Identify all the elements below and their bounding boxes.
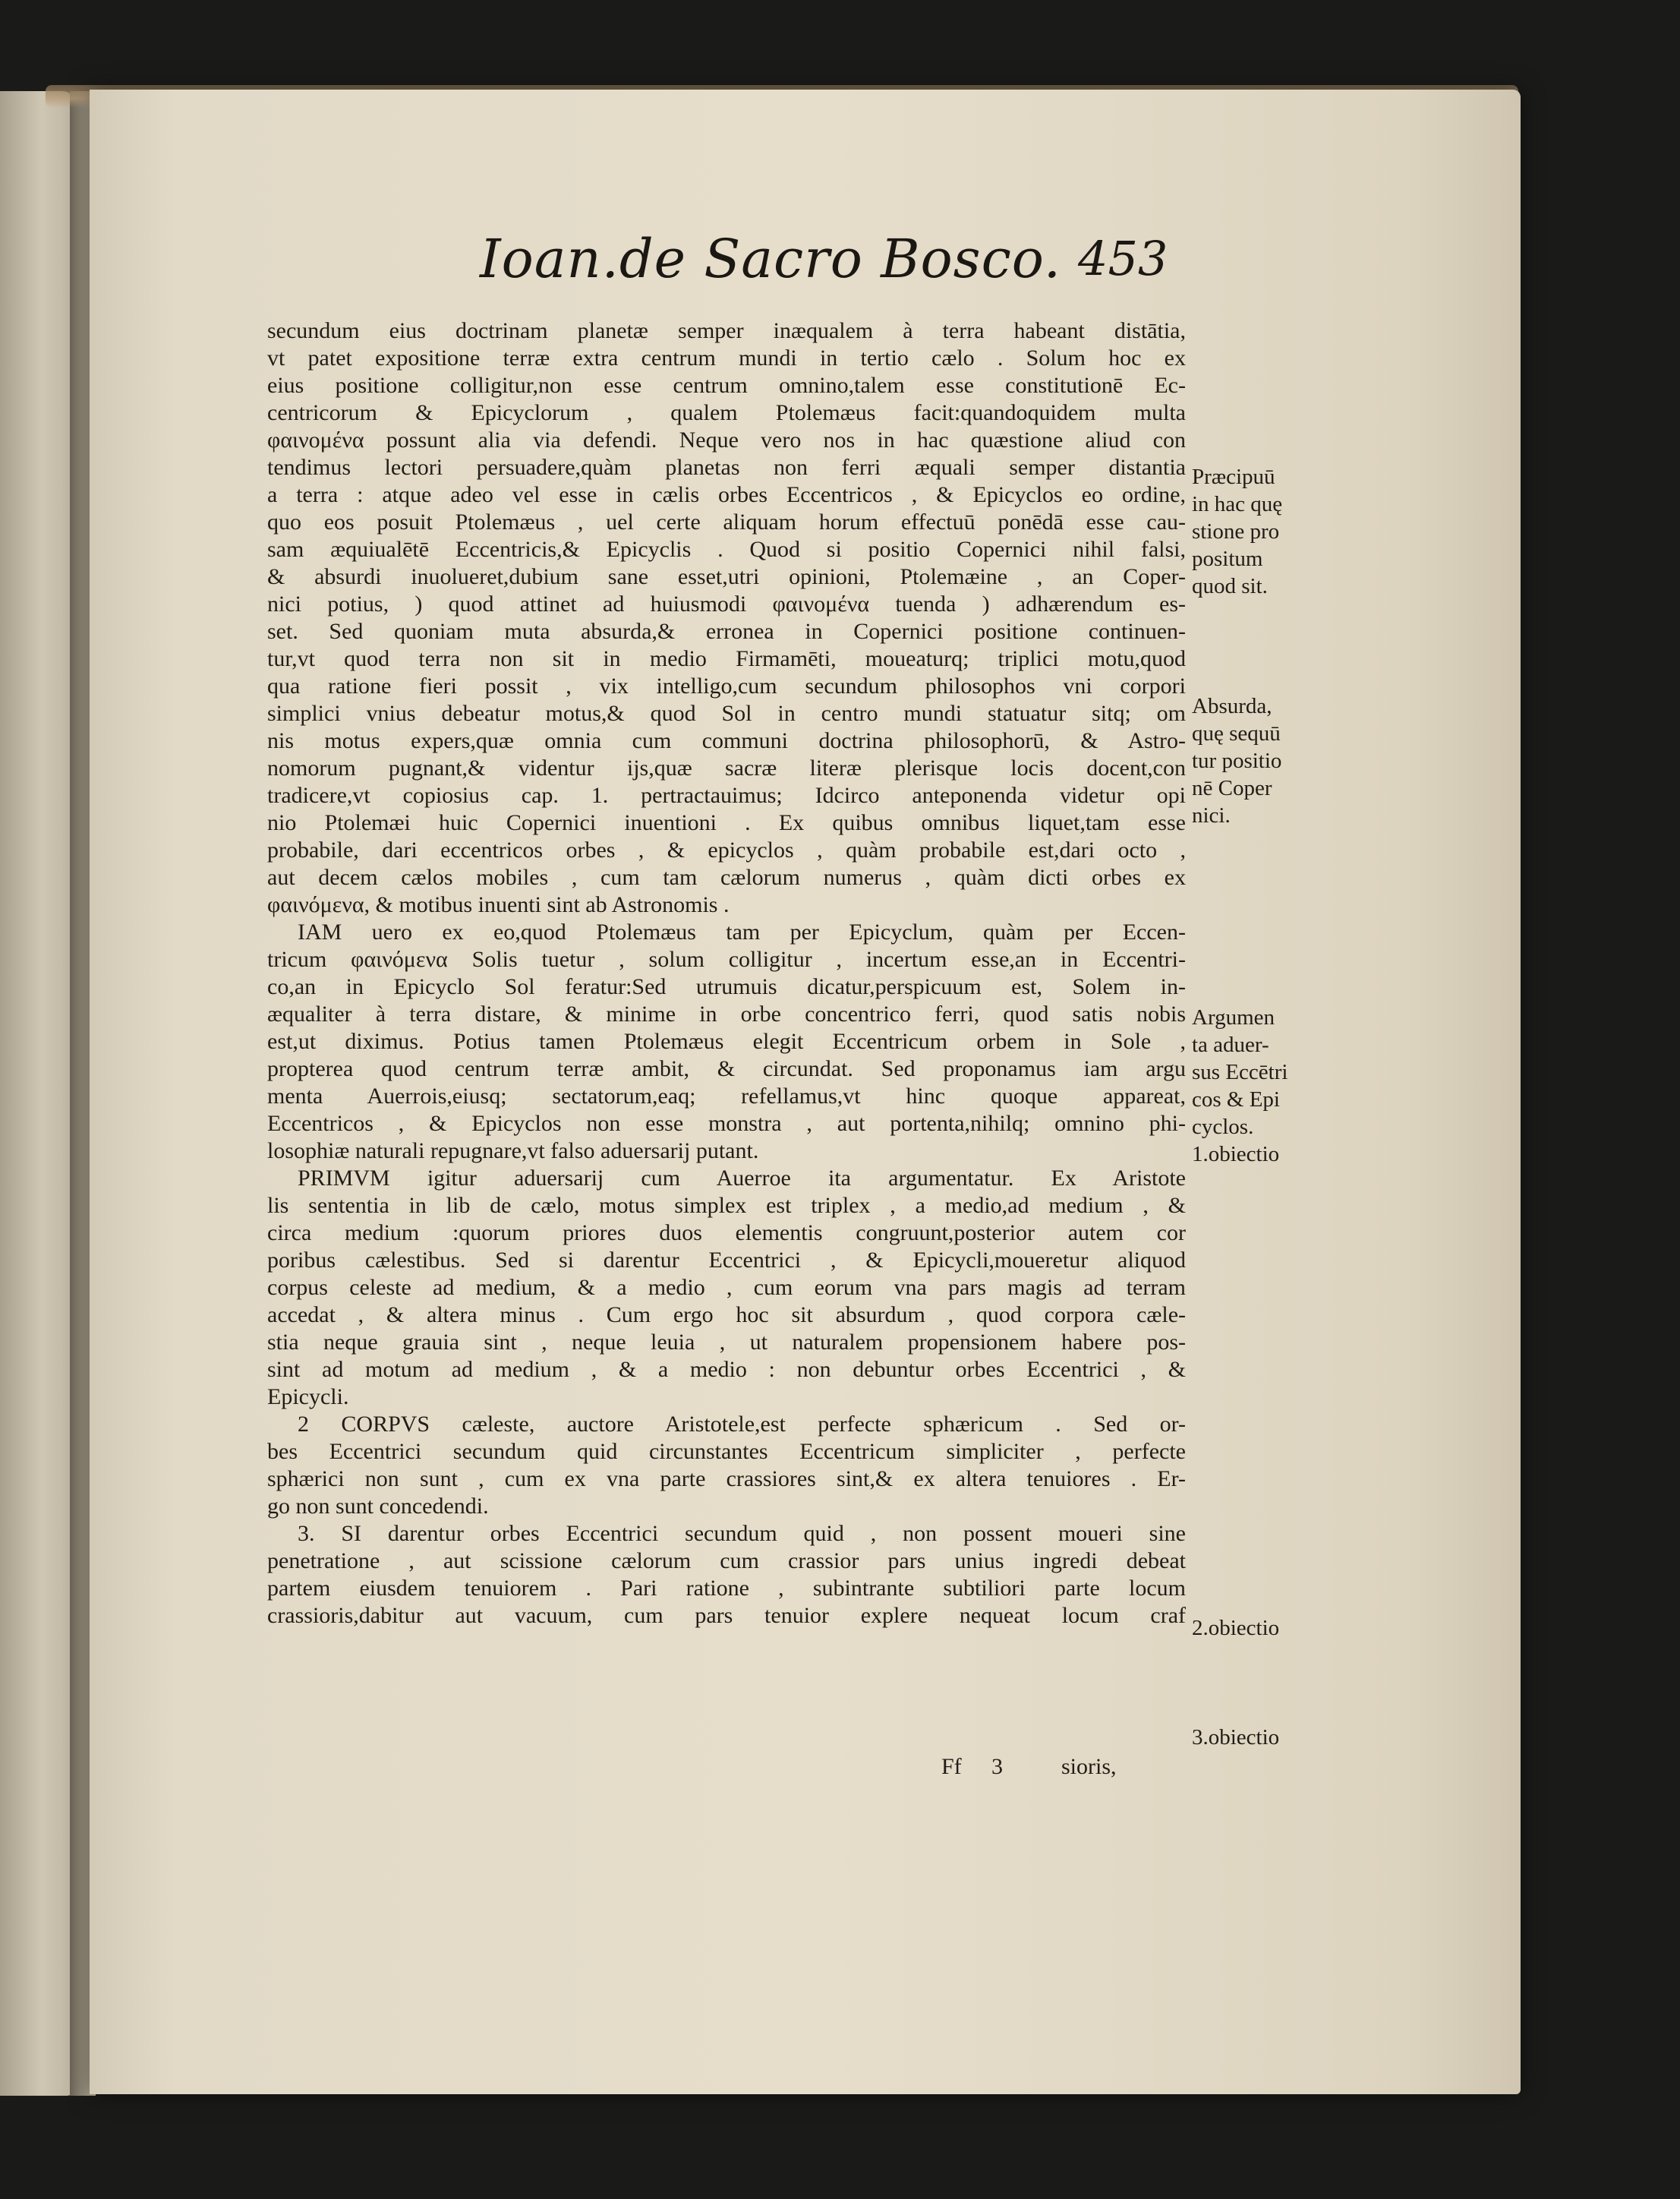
text-line: probabile, dari eccentricos orbes , & epicyclos , quàm probabile est,dari octo , xyxy=(267,838,1186,863)
text-line: simplici vnius debeatur motus,& quod Sol in centro mundi statuatur sitq; om xyxy=(267,701,1186,726)
text-line: tradicere,vt copiosius cap. 1. pertractauimus; Idcirco anteponenda videtur opi xyxy=(267,783,1186,808)
running-head-title: Ioan.de Sacro Bosco. xyxy=(480,228,1061,290)
text-line: 2 CORPVS cæleste, auctore Aristotele,est perfecte sphæricum . Sed or- xyxy=(298,1412,1186,1437)
margin-note-line: positum xyxy=(1192,547,1263,571)
page-number: 453 xyxy=(1078,231,1168,286)
text-line: sphærici non sunt , cum ex vna parte crassiores sint,& ex altera tenuiores . Er- xyxy=(267,1466,1186,1491)
text-line: secundum eius doctrinam planetæ semper inæqualem à terra habeant distātia, xyxy=(267,318,1186,343)
text-line: IAM uero ex eo,quod Ptolemæus tam per Epicyclum, quàm per Eccen- xyxy=(298,920,1186,945)
text-line: set. Sed quoniam muta absurda,& erronea in Copernici positione continuen- xyxy=(267,619,1186,644)
margin-note-line: nē Coper xyxy=(1192,776,1272,800)
text-line: a terra : atque adeo vel esse in cælis orbes Eccentricos , & Epicyclos eo ordine, xyxy=(267,482,1186,507)
margin-note-line: cyclos. xyxy=(1192,1115,1254,1139)
catchword: sioris, xyxy=(1061,1754,1117,1779)
text-line: eius positione colligitur,non esse centrum omnino,talem esse constitutionē Ec- xyxy=(267,373,1186,398)
margin-note-arguments xyxy=(1192,1004,1325,1168)
text-line: φαινόμενα, & motibus inuenti sint ab Astronomis . xyxy=(267,892,730,917)
margin-note-principal-question xyxy=(1192,463,1325,600)
margin-note-line: quę sequū xyxy=(1192,721,1281,746)
text-line: æqualiter à terra distare, & minime in orbe concentrico ferri, quod satis nobis xyxy=(267,1002,1186,1027)
text-line: stia neque grauia sint , neque leuia , ut naturalem propensionem habere pos- xyxy=(267,1330,1186,1355)
text-line: lis sententia in lib de cælo, motus simplex est triplex , a medio,ad medium , & xyxy=(267,1193,1186,1218)
margin-note-line: 3.obiectio xyxy=(1192,1725,1280,1749)
text-line: quo eos posuit Ptolemæus , uel certe aliquam horum effectuū ponēdā esse cau- xyxy=(267,510,1186,535)
text-line: aut decem cælos mobiles , cum tam cælorum numerus , quàm dicti orbes ex xyxy=(267,865,1186,890)
text-line: tricum φαινόμενα Solis tuetur , solum colligitur , incertum esse,an in Eccentri- xyxy=(267,947,1186,972)
text-line: nis motus expers,quæ omnia cum communi doctrina philosophorū, & Astro- xyxy=(267,728,1186,753)
margin-note-absurdities xyxy=(1192,693,1325,829)
text-line: accedat , & altera minus . Cum ergo hoc sit absurdum , quod corpora cæle- xyxy=(267,1302,1186,1327)
body-text xyxy=(267,317,1186,1630)
text-line: & absurdi inuolueret,dubium sane esset,utri opinioni, Ptolemæine , an Coper- xyxy=(267,564,1186,589)
margin-note-line: ta aduer- xyxy=(1192,1033,1269,1057)
text-line: crassioris,dabitur aut vacuum, cum pars tenuior explere nequeat locum craf xyxy=(267,1603,1186,1628)
margin-note-line: stione pro xyxy=(1192,519,1280,544)
margin-note-line: quod sit. xyxy=(1192,574,1268,598)
margin-note-line: tur positio xyxy=(1192,749,1282,773)
text-line: poribus cælestibus. Sed si darentur Eccentrici , & Epicycli,moueretur aliquod xyxy=(267,1248,1186,1273)
text-line: tendimus lectori persuadere,quàm planetas non ferri æquali semper distantia xyxy=(267,455,1186,480)
text-line: Epicycli. xyxy=(267,1384,349,1409)
margin-note-objection-3 xyxy=(1192,1724,1325,1751)
margin-note-line: Absurda, xyxy=(1192,694,1272,718)
margin-note-line: cos & Epi xyxy=(1192,1087,1280,1112)
text-line: nici potius, ) quod attinet ad huiusmodi φαινομένα tuenda ) adhærendum es- xyxy=(267,592,1186,617)
text-line: est,ut diximus. Potius tamen Ptolemæus elegit Eccentricum orbem in Sole , xyxy=(267,1029,1186,1054)
text-line: corpus celeste ad medium, & a medio , cum eorum vna pars magis ad terram xyxy=(267,1275,1186,1300)
text-line: circa medium :quorum priores duos elementis congruunt,posterior autem cor xyxy=(267,1220,1186,1245)
margin-note-line: in hac quę xyxy=(1192,492,1283,516)
text-line: PRIMVM igitur aduersarij cum Auerroe ita argumentatur. Ex Aristote xyxy=(298,1166,1186,1191)
text-line: go non sunt concedendi. xyxy=(267,1494,489,1519)
margin-note-line: nici. xyxy=(1192,803,1231,828)
margin-note-line: sus Eccētri xyxy=(1192,1060,1288,1084)
margin-note-objection-2 xyxy=(1192,1614,1325,1642)
text-line: sint ad motum ad medium , & a medio : non debuntur orbes Eccentrici , & xyxy=(267,1357,1186,1382)
text-line: centricorum & Epicyclorum , qualem Ptolemæus facit:quandoquidem multa xyxy=(267,400,1186,425)
text-line: penetratione , aut scissione cælorum cum crassior pars unius ingredi debeat xyxy=(267,1548,1186,1573)
signature-mark: Ff xyxy=(941,1754,962,1779)
text-line: nomorum pugnant,& videntur ijs,quæ sacræ literæ plerisque locis docent,con xyxy=(267,756,1186,781)
margin-note-line: 1.obiectio xyxy=(1192,1142,1280,1166)
text-line: losophiæ naturali repugnare,vt falso aduersarij putant. xyxy=(267,1138,759,1163)
text-line: bes Eccentrici secundum quid circunstantes Eccentricum simpliciter , perfecte xyxy=(267,1439,1186,1464)
text-line: menta Auerrois,eiusq; sectatorum,eaq; refellamus,vt hinc quoque appareat, xyxy=(267,1084,1186,1109)
text-line: Eccentricos , & Epicyclos non esse monstra , aut portenta,nihilq; omnino phi- xyxy=(267,1111,1186,1136)
margin-note-line: 2.obiectio xyxy=(1192,1616,1280,1640)
text-line: nio Ptolemæi huic Copernici inuentioni . Ex quibus omnibus liquet,tam esse xyxy=(267,810,1186,835)
text-line: tur,vt quod terra non sit in medio Firmamēti, moueaturq; triplici motu,quod xyxy=(267,646,1186,671)
signature-number: 3 xyxy=(991,1754,1003,1779)
text-line: partem eiusdem tenuiorem . Pari ratione , subintrante subtiliori parte locum xyxy=(267,1576,1186,1601)
text-line: sam æquiualētē Eccentricis,& Epicyclis . Quod si positio Copernici nihil falsi, xyxy=(267,537,1186,562)
text-line: propterea quod centrum terræ ambit, & circundat. Sed proponamus iam argu xyxy=(267,1056,1186,1081)
previous-page-edge xyxy=(0,91,76,2096)
text-line: φαινομένα possunt alia via defendi. Neque vero nos in hac quæstione aliud con xyxy=(267,427,1186,453)
text-line: qua ratione fieri possit , vix intelligo,cum secundum philosophos vni corpori xyxy=(267,674,1186,699)
margin-note-line: Præcipuū xyxy=(1192,465,1275,489)
text-line: co,an in Epicyclo Sol feratur:Sed utrumuis dicatur,perspicuum est, Solem in- xyxy=(267,974,1186,999)
margin-note-line: Argumen xyxy=(1192,1005,1275,1030)
text-line: 3. SI darentur orbes Eccentrici secundum quid , non possent moueri sine xyxy=(298,1521,1186,1546)
text-line: vt patet expositione terræ extra centrum mundi in tertio cælo . Solum hoc ex xyxy=(267,345,1186,371)
